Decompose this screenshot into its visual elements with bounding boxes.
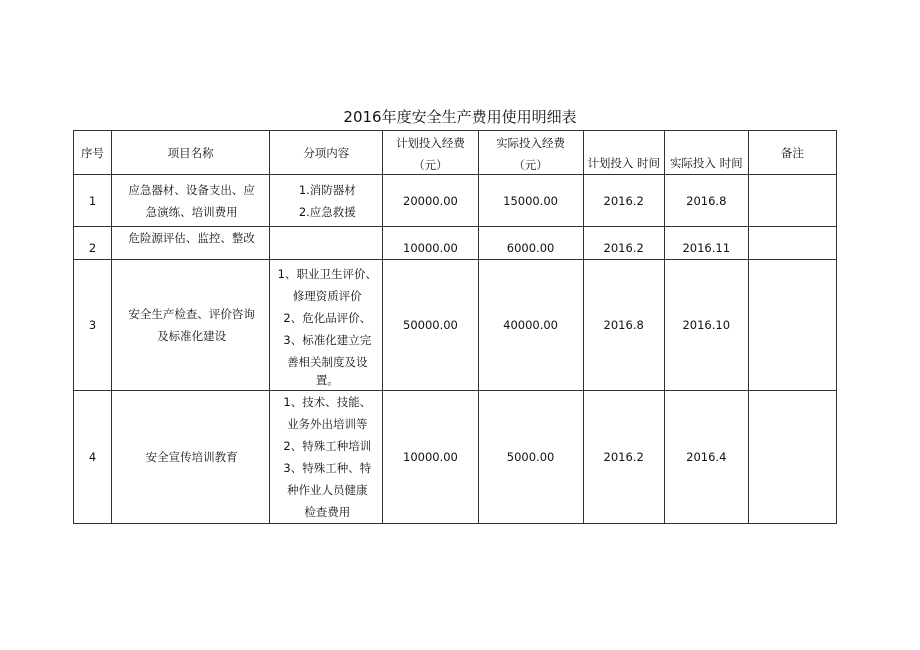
header-plan-time <box>583 131 664 175</box>
cell-actual-time: 2016.10 <box>664 260 748 391</box>
sub-line: 3、标准化建立完 <box>283 333 372 347</box>
cell-sub <box>270 175 383 227</box>
header-plan-line2: （元） <box>413 157 448 172</box>
header-sub: 分项内容 <box>270 131 383 175</box>
sub-line: 检查费用 <box>304 505 351 519</box>
cell-actual-time: 2016.8 <box>664 175 748 227</box>
sub-line: 2、危化品评价、 <box>283 311 372 325</box>
header-row <box>74 131 837 175</box>
sub-line: 业务外出培训等 <box>287 417 368 431</box>
sub-line: 善相关制度及设 <box>287 355 368 369</box>
sub-line: 1.消防器材 <box>298 182 356 197</box>
name-line: 危险源评估、监控、整改 <box>128 231 255 245</box>
cell-actual: 5000.00 <box>478 391 583 524</box>
cell-plan-time: 2016.2 <box>583 175 664 227</box>
header-actual-line1: 实际投入经费 <box>496 135 566 150</box>
cell-name <box>112 175 270 227</box>
cell-actual: 6000.00 <box>478 227 583 260</box>
cell-plan-time: 2016.2 <box>583 227 664 260</box>
cell-note <box>748 260 836 391</box>
sub-line: 种作业人员健康 <box>287 483 368 497</box>
header-name: 项目名称 <box>112 131 270 175</box>
name-line: 急演练、培训费用 <box>145 204 238 219</box>
name-line: 应急器材、设备支出、应 <box>128 182 255 197</box>
cell-seq: 2 <box>74 227 112 260</box>
cell-note <box>748 175 836 227</box>
cell-actual: 15000.00 <box>478 175 583 227</box>
cell-sub <box>270 260 383 391</box>
sub-line: 2、特殊工种培训 <box>283 439 372 453</box>
cell-actual: 40000.00 <box>478 260 583 391</box>
sub-line: 3、特殊工种、特 <box>283 461 372 475</box>
sub-line: 1、职业卫生评价、 <box>277 267 377 281</box>
cell-plan: 10000.00 <box>383 391 478 524</box>
header-note: 备注 <box>748 131 836 175</box>
header-actual-time <box>664 131 748 175</box>
cell-plan: 10000.00 <box>383 227 478 260</box>
header-seq: 序号 <box>74 131 112 175</box>
table-row <box>74 227 837 260</box>
table-row <box>74 391 837 524</box>
header-plan-line1: 计划投入经费 <box>395 135 465 150</box>
header-actual-time-label: 实际投入 时间 <box>669 156 743 170</box>
cell-actual-time: 2016.11 <box>664 227 748 260</box>
header-plan-time-label: 计划投入 时间 <box>587 156 660 170</box>
cell-plan: 50000.00 <box>383 260 478 391</box>
document-title: 2016年度安全生产费用使用明细表 <box>343 108 577 126</box>
expense-table <box>73 130 837 524</box>
name-line: 安全宣传培训教育 <box>145 450 238 464</box>
sub-line: 修理资质评价 <box>292 289 362 303</box>
header-plan <box>383 131 478 175</box>
header-actual <box>478 131 583 175</box>
sub-line: 置。 <box>315 373 339 387</box>
table-row <box>74 260 837 391</box>
cell-seq: 3 <box>74 260 112 391</box>
header-actual-line2: （元） <box>513 157 548 172</box>
cell-plan: 20000.00 <box>383 175 478 227</box>
name-line: 安全生产检查、评价咨询 <box>128 307 255 321</box>
cell-note <box>748 227 836 260</box>
cell-name <box>112 391 270 524</box>
sub-line: 1、技术、技能、 <box>283 395 372 409</box>
cell-seq: 4 <box>74 391 112 524</box>
table-row <box>74 175 837 227</box>
cell-sub <box>270 227 383 260</box>
cell-name <box>112 227 270 260</box>
cell-plan-time: 2016.2 <box>583 391 664 524</box>
cell-sub <box>270 391 383 524</box>
cell-plan-time: 2016.8 <box>583 260 664 391</box>
cell-actual-time: 2016.4 <box>664 391 748 524</box>
cell-seq: 1 <box>74 175 112 227</box>
cell-note <box>748 391 836 524</box>
sub-line: 2.应急救援 <box>298 204 356 219</box>
cell-name <box>112 260 270 391</box>
name-line: 及标准化建设 <box>157 329 227 343</box>
